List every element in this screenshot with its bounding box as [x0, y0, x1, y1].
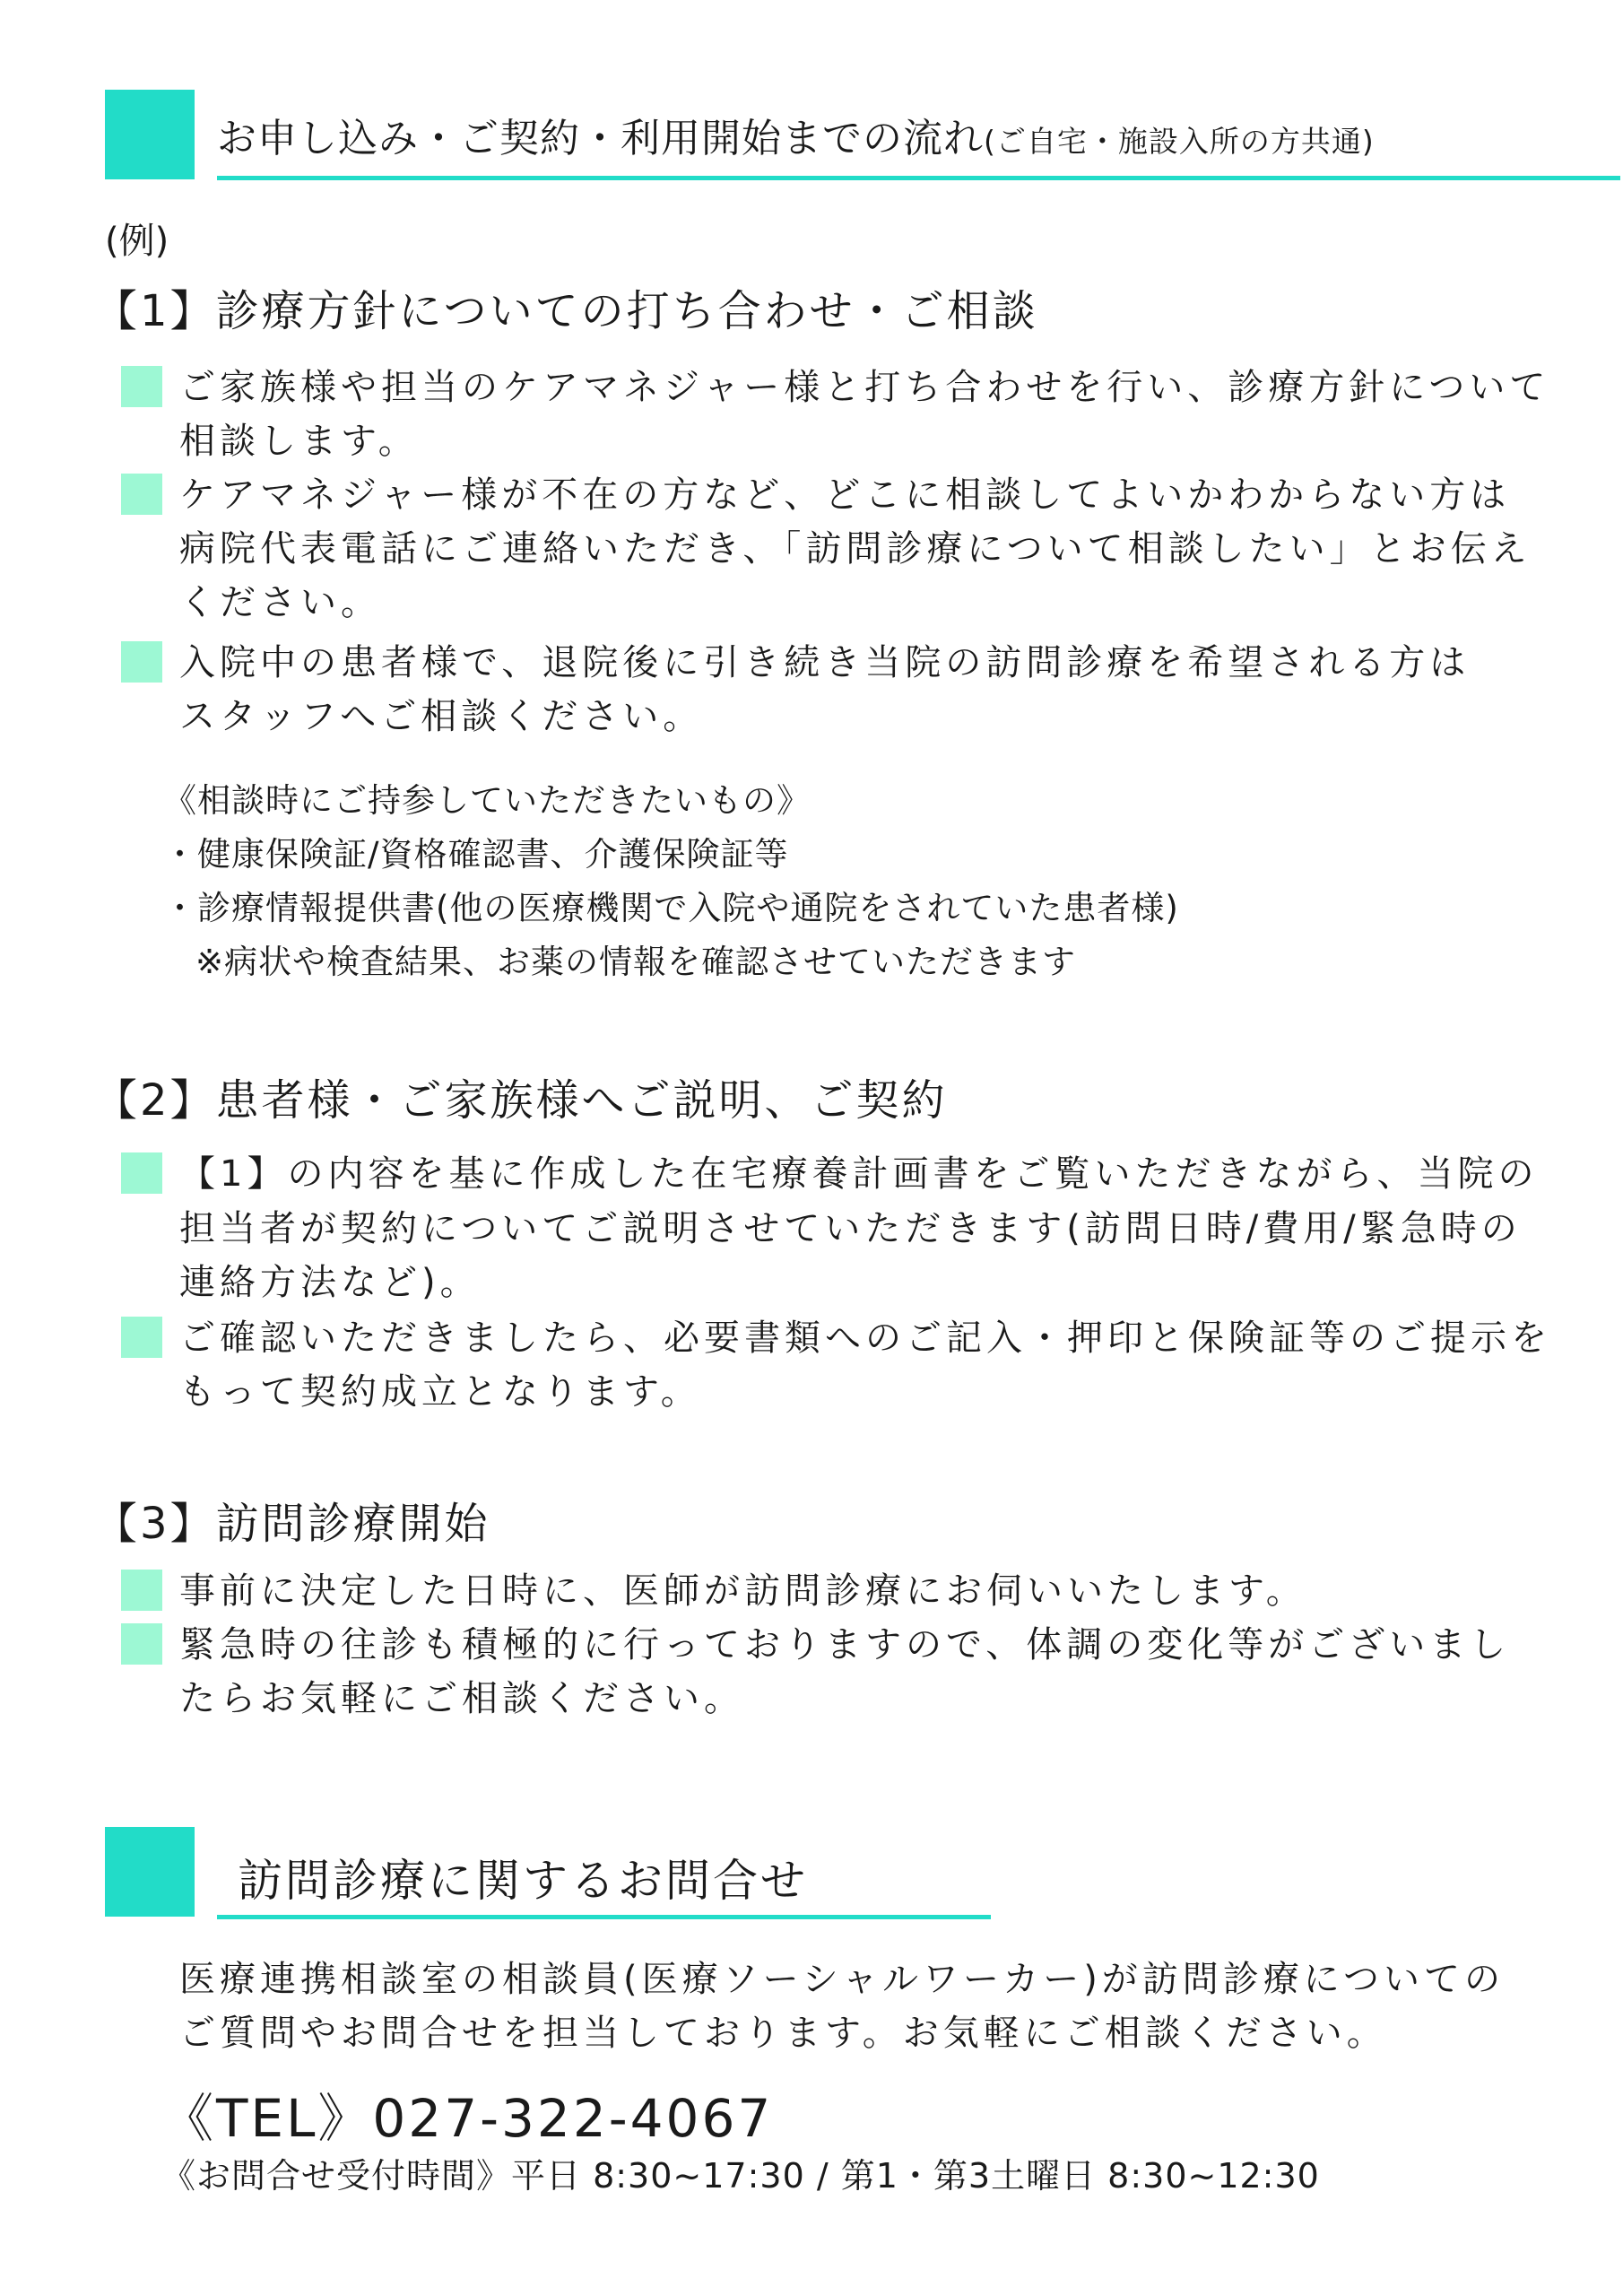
header-square-icon	[105, 1827, 195, 1917]
step3-bullet2-line1: 緊急時の往診も積極的に行っておりますので、体調の変化等がございまし	[179, 1624, 1511, 1665]
step1-heading: 【1】診療方針についての打ち合わせ・ご相談	[94, 286, 1038, 336]
flow-section-subtitle: (ご自宅・施設入所の方共通)	[984, 124, 1375, 159]
header-underline	[217, 1915, 991, 1919]
bullet-square-icon	[121, 1623, 162, 1665]
flow-section-title: お申し込み・ご契約・利用開始までの流れ(ご自宅・施設入所の方共通)	[217, 116, 1375, 161]
bullet-square-icon	[121, 366, 162, 407]
bullet-square-icon	[121, 1317, 162, 1358]
step1-bullet1-line1: ご家族様や担当のケアマネジャー様と打ち合わせを行い、診療方針について	[179, 367, 1550, 408]
step1-bullet2-line1: ケアマネジャー様が不在の方など、どこに相談してよいかわからない方は	[179, 474, 1511, 516]
step3-heading: 【3】訪問診療開始	[94, 1499, 490, 1549]
step1-bullet2-line2: 病院代表電話にご連絡いただき、「訪問診療について相談したい」とお伝え	[179, 528, 1532, 570]
bring-items-remark: ※病状や検査結果、お薬の情報を確認させていただきます	[195, 943, 1077, 981]
step1-bullet3-line1: 入院中の患者様で、退院後に引き続き当院の訪問診療を希望される方は	[179, 642, 1471, 683]
step2-bullet1-line3: 連絡方法など)。	[179, 1262, 481, 1303]
contact-tel: 《TEL》027-322-4067	[161, 2088, 774, 2149]
step2-bullet2-line1: ご確認いただきましたら、必要書類へのご記入・押印と保険証等のご提示を	[179, 1318, 1551, 1359]
bring-item-referral: ・診療情報提供書(他の医療機関で入院や通院をされていた患者様)	[163, 889, 1179, 927]
step2-heading: 【2】患者様・ご家族様へご説明、ご契約	[94, 1075, 948, 1126]
bullet-square-icon	[121, 641, 162, 683]
step1-bullet1-line2: 相談します。	[179, 421, 419, 462]
step3-bullet1-line1: 事前に決定した日時に、医師が訪問診療にお伺いいたします。	[179, 1570, 1306, 1612]
step1-bullet2-line3: ください。	[179, 582, 381, 623]
bring-items-heading: 《相談時にご持参していただきたいもの》	[163, 781, 811, 820]
step2-bullet1-line1: 【1】の内容を基に作成した在宅療養計画書をご覧いただきながら、当院の	[179, 1153, 1539, 1195]
bullet-square-icon	[121, 1152, 162, 1194]
bring-item-insurance: ・健康保険証/資格確認書、介護保険証等	[163, 835, 789, 874]
step3-bullet2-line2: たらお気軽にご相談ください。	[179, 1678, 744, 1719]
contact-hours: 《お問合せ受付時間》平日 8:30~17:30 / 第1・第3土曜日 8:30~12:30	[161, 2156, 1320, 2196]
bullet-square-icon	[121, 1570, 162, 1611]
step2-bullet2-line2: もって契約成立となります。	[179, 1371, 701, 1413]
example-label: (例)	[105, 221, 169, 262]
step1-bullet3-line2: スタッフへご相談ください。	[179, 696, 704, 737]
contact-body-line1: 医療連携相談室の相談員(医療ソーシャルワーカー)が訪問診療についての	[179, 1959, 1506, 2000]
header-underline	[217, 176, 1620, 180]
step2-bullet1-line2: 担当者が契約についてご説明させていただきます(訪問日時/費用/緊急時の	[179, 1208, 1522, 1249]
contact-body-line2: ご質問やお問合せを担当しております。お気軽にご相談ください。	[179, 2013, 1387, 2054]
bullet-square-icon	[121, 474, 162, 515]
contact-section-title: 訪問診療に関するお問合せ	[238, 1855, 808, 1907]
header-square-icon	[105, 90, 195, 179]
